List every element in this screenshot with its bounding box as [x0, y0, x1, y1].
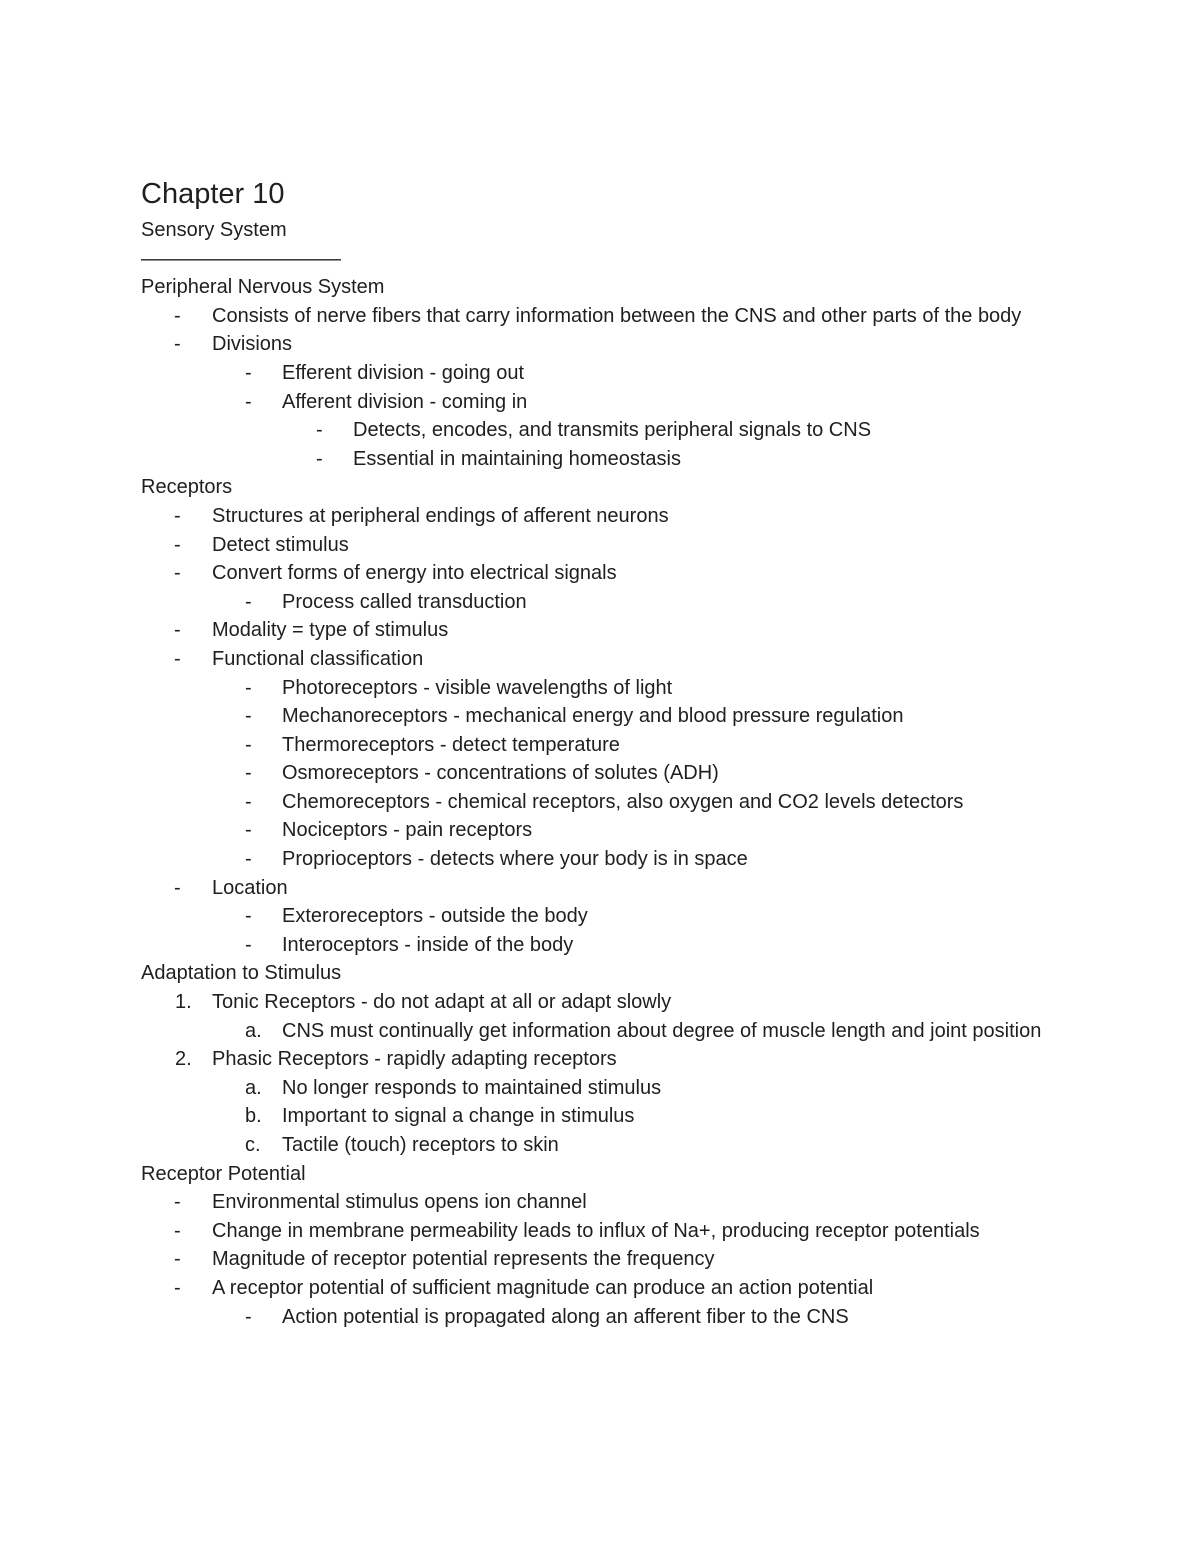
list-bullet: - [174, 1276, 181, 1299]
list-item-text: Photoreceptors - visible wavelengths of light [282, 676, 673, 699]
list-bullet: - [174, 504, 181, 527]
list-number: b. [245, 1105, 262, 1128]
list-item [141, 1188, 1061, 1217]
list-item [141, 302, 1061, 331]
list-item [141, 759, 1061, 788]
list-item-text: Environmental stimulus opens ion channel [212, 1191, 587, 1214]
list-item [141, 902, 1061, 931]
list-item [141, 674, 1061, 703]
list-bullet: - [245, 676, 252, 699]
list-item-text: Functional classification [212, 647, 424, 670]
list-item-text: Consists of nerve fibers that carry information between the CNS and other parts of the body [212, 304, 1022, 327]
list-bullet: - [316, 419, 323, 442]
list-item [141, 502, 1061, 531]
list-item-text: Detect stimulus [212, 533, 349, 556]
list-item [141, 359, 1061, 388]
list-bullet: - [245, 705, 252, 728]
list-item [141, 731, 1061, 760]
list-item-text: Location [212, 876, 288, 899]
list-item-text: Change in membrane permeability leads to influx of Na+, producing receptor potentials [212, 1219, 980, 1242]
divider-line: —————————— [141, 247, 341, 270]
notes-body [141, 273, 1061, 1331]
list-item-text: Modality = type of stimulus [212, 619, 449, 642]
list-bullet: - [174, 304, 181, 327]
list-item [141, 788, 1061, 817]
list-item [141, 816, 1061, 845]
list-item-text: Interoceptors - inside of the body [282, 933, 574, 956]
list-item-text: Essential in maintaining homeostasis [353, 447, 681, 470]
list-bullet: - [174, 1219, 181, 1242]
list-item [141, 559, 1061, 588]
list-number: a. [245, 1019, 262, 1042]
list-bullet: - [174, 333, 181, 356]
list-item-text: Chemoreceptors - chemical receptors, also oxygen and CO2 levels detectors [282, 790, 964, 813]
list-item-text: No longer responds to maintained stimulus [282, 1076, 662, 1099]
list-bullet: - [174, 647, 181, 670]
list-bullet: - [245, 762, 252, 785]
list-item-text: Action potential is propagated along an afferent fiber to the CNS [282, 1305, 849, 1328]
list-item [141, 416, 1061, 445]
list-item [141, 588, 1061, 617]
list-number: c. [245, 1134, 261, 1156]
list-item-text: Structures at peripheral endings of afferent neurons [212, 504, 669, 527]
list-item [141, 616, 1061, 645]
list-bullet: - [174, 1248, 181, 1271]
page-title: Chapter 10 [141, 178, 285, 210]
list-item [141, 702, 1061, 731]
list-bullet: - [174, 562, 181, 585]
list-item-text: Nociceptors - pain receptors [282, 819, 533, 842]
list-bullet: - [174, 619, 181, 642]
list-item-text: Divisions [212, 333, 293, 356]
list-item [141, 388, 1061, 417]
list-number: a. [245, 1076, 262, 1099]
list-item-text: Convert forms of energy into electrical signals [212, 562, 617, 585]
document-page [141, 172, 1061, 1331]
list-bullet: - [174, 533, 181, 556]
page-subtitle: Sensory System [141, 219, 287, 241]
list-item-text: Phasic Receptors - rapidly adapting receptors [212, 1048, 617, 1071]
list-bullet: - [245, 733, 252, 756]
section [141, 1160, 1061, 1332]
list-item [141, 1045, 1061, 1074]
list-bullet: - [245, 390, 252, 413]
list-item-text: CNS must continually get information about degree of muscle length and joint position [282, 1019, 1042, 1042]
list-item [141, 1274, 1061, 1303]
list-bullet: - [245, 933, 252, 956]
list-item [141, 1102, 1061, 1131]
list-item [141, 1074, 1061, 1103]
list-item-text: Detects, encodes, and transmits peripheral signals to CNS [353, 419, 872, 442]
section-heading: Adaptation to Stimulus [141, 962, 342, 985]
list-item [141, 645, 1061, 674]
section-heading: Peripheral Nervous System [141, 276, 385, 299]
list-item-text: A receptor potential of sufficient magnitude can produce an action potential [212, 1276, 874, 1299]
section [141, 959, 1061, 1159]
list-item-text: Proprioceptors - detects where your body is in space [282, 848, 748, 871]
list-item [141, 931, 1061, 960]
list-item-text: Important to signal a change in stimulus [282, 1105, 635, 1128]
list-bullet: - [245, 905, 252, 928]
list-item [141, 1217, 1061, 1246]
list-item-text: Process called transduction [282, 590, 527, 613]
list-item-text: Thermoreceptors - detect temperature [282, 733, 620, 756]
list-item-text: Efferent division - going out [282, 361, 525, 384]
list-bullet: - [174, 876, 181, 899]
list-item-text: Tactile (touch) receptors to skin [282, 1134, 559, 1156]
list-number: 2. [175, 1048, 192, 1071]
list-item-text: Magnitude of receptor potential represents the frequency [212, 1248, 715, 1271]
list-item-text: Exteroreceptors - outside the body [282, 905, 588, 928]
list-item [141, 1245, 1061, 1274]
list-item-text: Afferent division - coming in [282, 390, 528, 413]
list-item-text: Mechanoreceptors - mechanical energy and blood pressure regulation [282, 705, 904, 728]
list-item [141, 531, 1061, 560]
list-item-text: Tonic Receptors - do not adapt at all or adapt slowly [212, 991, 672, 1014]
list-bullet: - [174, 1191, 181, 1214]
list-bullet: - [245, 819, 252, 842]
list-item [141, 1131, 1061, 1160]
list-bullet: - [245, 848, 252, 871]
list-bullet: - [245, 361, 252, 384]
list-item [141, 1303, 1061, 1332]
list-number: 1. [175, 991, 192, 1014]
list-bullet: - [245, 790, 252, 813]
section-heading: Receptors [141, 476, 233, 499]
list-bullet: - [245, 1305, 252, 1328]
list-bullet: - [316, 447, 323, 470]
list-item [141, 988, 1061, 1017]
list-item [141, 845, 1061, 874]
list-item-text: Osmoreceptors - concentrations of solutes (ADH) [282, 762, 719, 785]
section [141, 473, 1061, 959]
list-item [141, 445, 1061, 474]
list-item [141, 1017, 1061, 1046]
list-item [141, 330, 1061, 359]
section-heading: Receptor Potential [141, 1162, 306, 1185]
section [141, 273, 1061, 473]
list-bullet: - [245, 590, 252, 613]
list-item [141, 874, 1061, 903]
